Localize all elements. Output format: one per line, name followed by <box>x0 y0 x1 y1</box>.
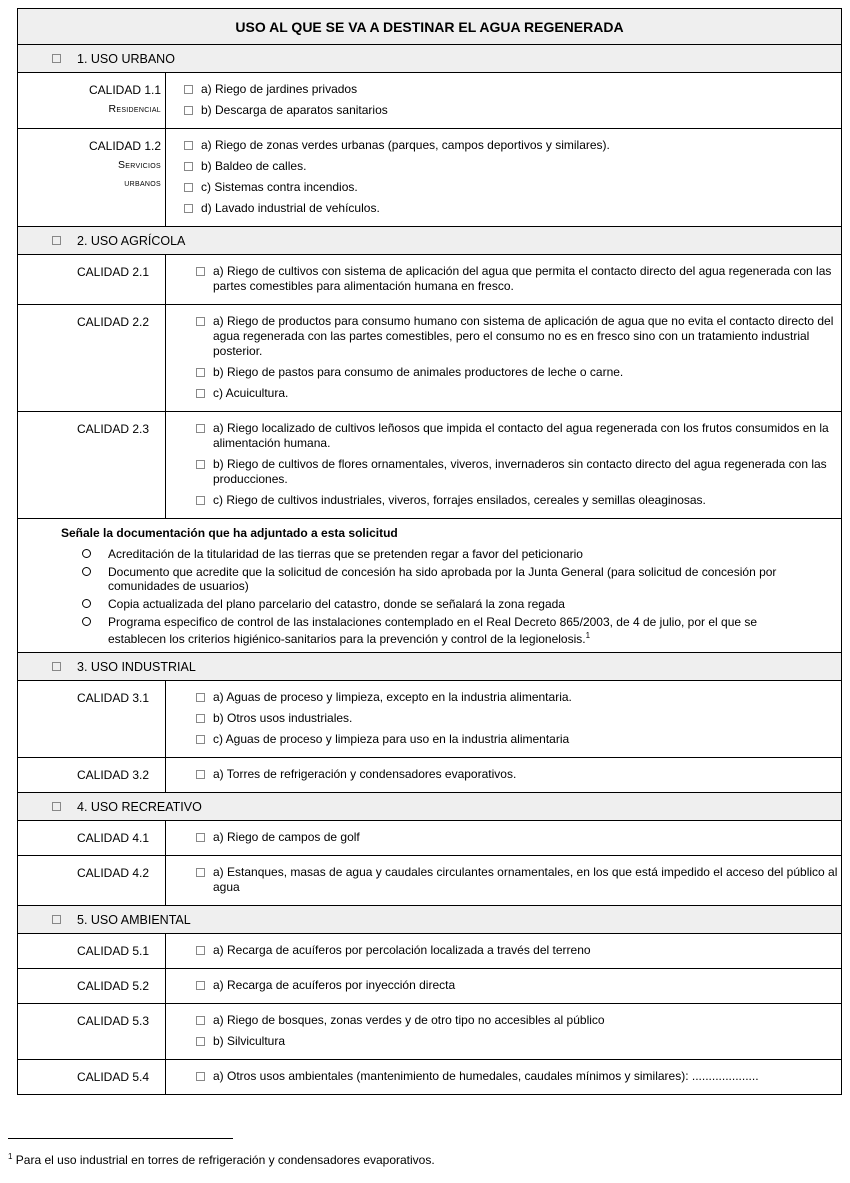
row-calidad-5-3 <box>18 1004 841 1060</box>
checkbox-uso-recreativo[interactable] <box>52 802 61 811</box>
item-checkbox[interactable] <box>184 141 193 150</box>
item-checkbox[interactable] <box>196 770 205 779</box>
calidad-items <box>166 856 841 905</box>
calidad-label: CALIDAD 5.1 <box>18 934 166 968</box>
calidad-items <box>166 681 841 757</box>
option-text: Acreditación de la titularidad de las tierras que se pretenden regar a favor del peticionario <box>108 547 583 561</box>
item-text: a) Otros usos ambientales (mantenimiento de humedales, caudales mínimos y similares): .................... <box>213 1069 759 1083</box>
item-checkbox[interactable] <box>196 368 205 377</box>
section-label: 4. USO RECREATIVO <box>77 799 202 814</box>
item-checkbox[interactable] <box>184 183 193 192</box>
item-text: b) Riego de pastos para consumo de animales productores de leche o carne. <box>213 365 624 379</box>
item-checkbox[interactable] <box>196 496 205 505</box>
option-text-body: Programa especifico de control de las instalaciones contemplado en el Real Decreto 865/2003, de 4 de julio, por el que se establecen los criterios higiénico-sanitarios para la prevención y control de la legionelosis. <box>108 615 758 646</box>
list-item <box>196 711 841 726</box>
row-calidad-1-1 <box>18 73 841 129</box>
row-calidad-3-1 <box>18 681 841 758</box>
list-item <box>196 386 841 401</box>
calidad-items <box>166 73 841 128</box>
item-checkbox[interactable] <box>196 735 205 744</box>
calidad-label: CALIDAD 3.1 <box>18 681 166 757</box>
row-calidad-5-2 <box>18 969 841 1004</box>
calidad-label: CALIDAD 4.1 <box>18 821 166 855</box>
item-text: b) Silvicultura <box>213 1034 286 1048</box>
item-checkbox[interactable] <box>196 693 205 702</box>
calidad-items <box>166 255 841 304</box>
list-item <box>184 201 841 216</box>
calidad-label <box>18 73 166 128</box>
section-label: 5. USO AMBIENTAL <box>77 912 191 927</box>
section-uso-agricola <box>18 227 841 255</box>
calidad-items <box>166 969 841 1003</box>
item-checkbox[interactable] <box>196 424 205 433</box>
list-item <box>196 732 841 747</box>
documentation-heading: Señale la documentación que ha adjuntado a esta solicitud <box>61 526 398 540</box>
row-calidad-5-1 <box>18 934 841 969</box>
documentation-option <box>82 597 841 611</box>
item-checkbox[interactable] <box>196 1072 205 1081</box>
item-checkbox[interactable] <box>184 162 193 171</box>
option-text: Documento que acredite que la solicitud de concesión ha sido aprobada por la Junta General (para solicitud de concesión por comunidades de usuarios) <box>108 565 777 593</box>
calidad-name: CALIDAD 1.2 <box>88 139 161 153</box>
documentation-option <box>82 615 841 646</box>
item-checkbox[interactable] <box>196 1016 205 1025</box>
calidad-label <box>18 129 166 226</box>
footnote-text: Para el uso industrial en torres de refrigeración y condensadores evaporativos. <box>12 1153 435 1167</box>
list-item <box>184 82 841 97</box>
radio-circle[interactable] <box>82 617 91 626</box>
row-calidad-5-4 <box>18 1060 841 1094</box>
list-item <box>196 943 841 958</box>
option-text <box>108 615 818 646</box>
calidad-items <box>166 758 841 792</box>
item-text: c) Sistemas contra incendios. <box>201 180 358 194</box>
item-text: c) Riego de cultivos industriales, viveros, forrajes ensilados, cereales y semillas oleaginosas. <box>213 493 706 507</box>
item-text: a) Riego de bosques, zonas verdes y de otro tipo no accesibles al público <box>213 1013 605 1027</box>
item-text: a) Recarga de acuíferos por percolación localizada a través del terreno <box>213 943 591 957</box>
list-item <box>196 978 841 993</box>
list-item <box>196 1034 841 1049</box>
item-checkbox[interactable] <box>196 946 205 955</box>
calidad-items <box>166 821 841 855</box>
item-text: b) Riego de cultivos de flores ornamentales, viveros, invernaderos sin contacto directo del agua regenerada con las producciones. <box>213 457 827 486</box>
list-item <box>196 314 841 359</box>
row-calidad-2-1 <box>18 255 841 305</box>
calidad-items <box>166 129 841 226</box>
section-uso-industrial <box>18 653 841 681</box>
list-item <box>184 103 841 118</box>
row-calidad-4-2 <box>18 856 841 906</box>
list-item <box>196 1069 841 1084</box>
documentation-option <box>82 547 841 561</box>
item-text: a) Riego localizado de cultivos leñosos que impida el contacto del agua regenerada con los frutos consumidos en la alimentación humana. <box>213 421 829 450</box>
calidad-items <box>166 1060 841 1094</box>
section-label: 3. USO INDUSTRIAL <box>77 659 196 674</box>
item-text: a) Estanques, masas de agua y caudales circulantes ornamentales, en los que está impedido el acceso del público al agua <box>213 865 838 894</box>
calidad-label: CALIDAD 4.2 <box>18 856 166 905</box>
item-text: b) Descarga de aparatos sanitarios <box>201 103 388 117</box>
calidad-items <box>166 1004 841 1059</box>
calidad-label: CALIDAD 2.1 <box>18 255 166 304</box>
footnote <box>8 1152 435 1167</box>
list-item <box>196 493 841 508</box>
checkbox-uso-agricola[interactable] <box>52 236 61 245</box>
item-text: b) Otros usos industriales. <box>213 711 353 725</box>
row-calidad-3-2 <box>18 758 841 793</box>
checkbox-uso-ambiental[interactable] <box>52 915 61 924</box>
list-item <box>196 830 841 845</box>
row-calidad-2-3 <box>18 412 841 519</box>
item-checkbox[interactable] <box>196 1037 205 1046</box>
item-checkbox[interactable] <box>196 714 205 723</box>
item-checkbox[interactable] <box>196 833 205 842</box>
item-checkbox[interactable] <box>184 85 193 94</box>
form-title: USO AL QUE SE VA A DESTINAR EL AGUA REGENERADA <box>18 9 841 45</box>
list-item <box>196 767 841 782</box>
list-item <box>184 138 841 153</box>
calidad-sublabel: Servicios <box>117 159 161 171</box>
row-calidad-1-2 <box>18 129 841 227</box>
item-text: b) Baldeo de calles. <box>201 159 307 173</box>
item-text: c) Aguas de proceso y limpieza para uso en la industria alimentaria <box>213 732 570 746</box>
section-label: 2. USO AGRÍCOLA <box>77 233 186 248</box>
item-text: c) Acuicultura. <box>213 386 289 400</box>
list-item <box>196 421 841 451</box>
calidad-name: CALIDAD 1.1 <box>88 83 161 97</box>
list-item <box>184 159 841 174</box>
item-text: a) Torres de refrigeración y condensadores evaporativos. <box>213 767 517 781</box>
item-text: a) Recarga de acuíferos por inyección directa <box>213 978 456 992</box>
item-text: a) Riego de productos para consumo humano con sistema de aplicación de agua que no evita el contacto directo del agua regenerada con las partes comestibles, pero el consumo no es en fresco sino con un tratamiento industrial posterior. <box>213 314 834 358</box>
item-text: a) Aguas de proceso y limpieza, excepto en la industria alimentaria. <box>213 690 572 704</box>
list-item <box>196 865 841 895</box>
item-text: a) Riego de campos de golf <box>213 830 360 844</box>
calidad-label: CALIDAD 3.2 <box>18 758 166 792</box>
option-text: Copia actualizada del plano parcelario del catastro, donde se señalará la zona regada <box>108 597 565 611</box>
radio-circle[interactable] <box>82 567 91 576</box>
calidad-label: CALIDAD 5.4 <box>18 1060 166 1094</box>
calidad-sublabel: urbanos <box>124 177 161 189</box>
calidad-label: CALIDAD 5.2 <box>18 969 166 1003</box>
footnote-ref: 1 <box>585 631 591 640</box>
checkbox-uso-urbano[interactable] <box>52 54 61 63</box>
item-checkbox[interactable] <box>196 981 205 990</box>
calidad-sublabel: Residencial <box>108 103 161 115</box>
item-text: a) Riego de jardines privados <box>201 82 358 96</box>
calidad-label: CALIDAD 2.3 <box>18 412 166 518</box>
calidad-items <box>166 305 841 411</box>
section-uso-recreativo <box>18 793 841 821</box>
documentation-block <box>18 519 841 653</box>
item-checkbox[interactable] <box>196 460 205 469</box>
section-uso-ambiental <box>18 906 841 934</box>
item-text: a) Riego de cultivos con sistema de aplicación del agua que permita el contacto directo del agua regenerada con las partes comestibles para alimentación humana en fresco. <box>213 264 832 293</box>
radio-circle[interactable] <box>82 549 91 558</box>
item-text: d) Lavado industrial de vehículos. <box>201 201 380 215</box>
list-item <box>196 457 841 487</box>
section-label: 1. USO URBANO <box>77 51 175 66</box>
item-checkbox[interactable] <box>196 868 205 877</box>
calidad-items <box>166 934 841 968</box>
footnote-separator <box>8 1138 233 1139</box>
water-use-form <box>17 8 842 1095</box>
list-item <box>196 264 841 294</box>
item-checkbox[interactable] <box>184 106 193 115</box>
calidad-items <box>166 412 841 518</box>
checkbox-uso-industrial[interactable] <box>52 662 61 671</box>
footnote-mark: 1 <box>8 1152 13 1161</box>
radio-circle[interactable] <box>82 599 91 608</box>
list-item <box>196 365 841 380</box>
list-item <box>184 180 841 195</box>
list-item <box>196 1013 841 1028</box>
item-checkbox[interactable] <box>196 389 205 398</box>
calidad-label: CALIDAD 5.3 <box>18 1004 166 1059</box>
item-checkbox[interactable] <box>196 317 205 326</box>
item-checkbox[interactable] <box>184 204 193 213</box>
calidad-label: CALIDAD 2.2 <box>18 305 166 411</box>
item-text: a) Riego de zonas verdes urbanas (parques, campos deportivos y similares). <box>201 138 610 152</box>
list-item <box>196 690 841 705</box>
item-checkbox[interactable] <box>196 267 205 276</box>
documentation-option <box>82 565 841 593</box>
section-uso-urbano <box>18 45 841 73</box>
row-calidad-2-2 <box>18 305 841 412</box>
row-calidad-4-1 <box>18 821 841 856</box>
